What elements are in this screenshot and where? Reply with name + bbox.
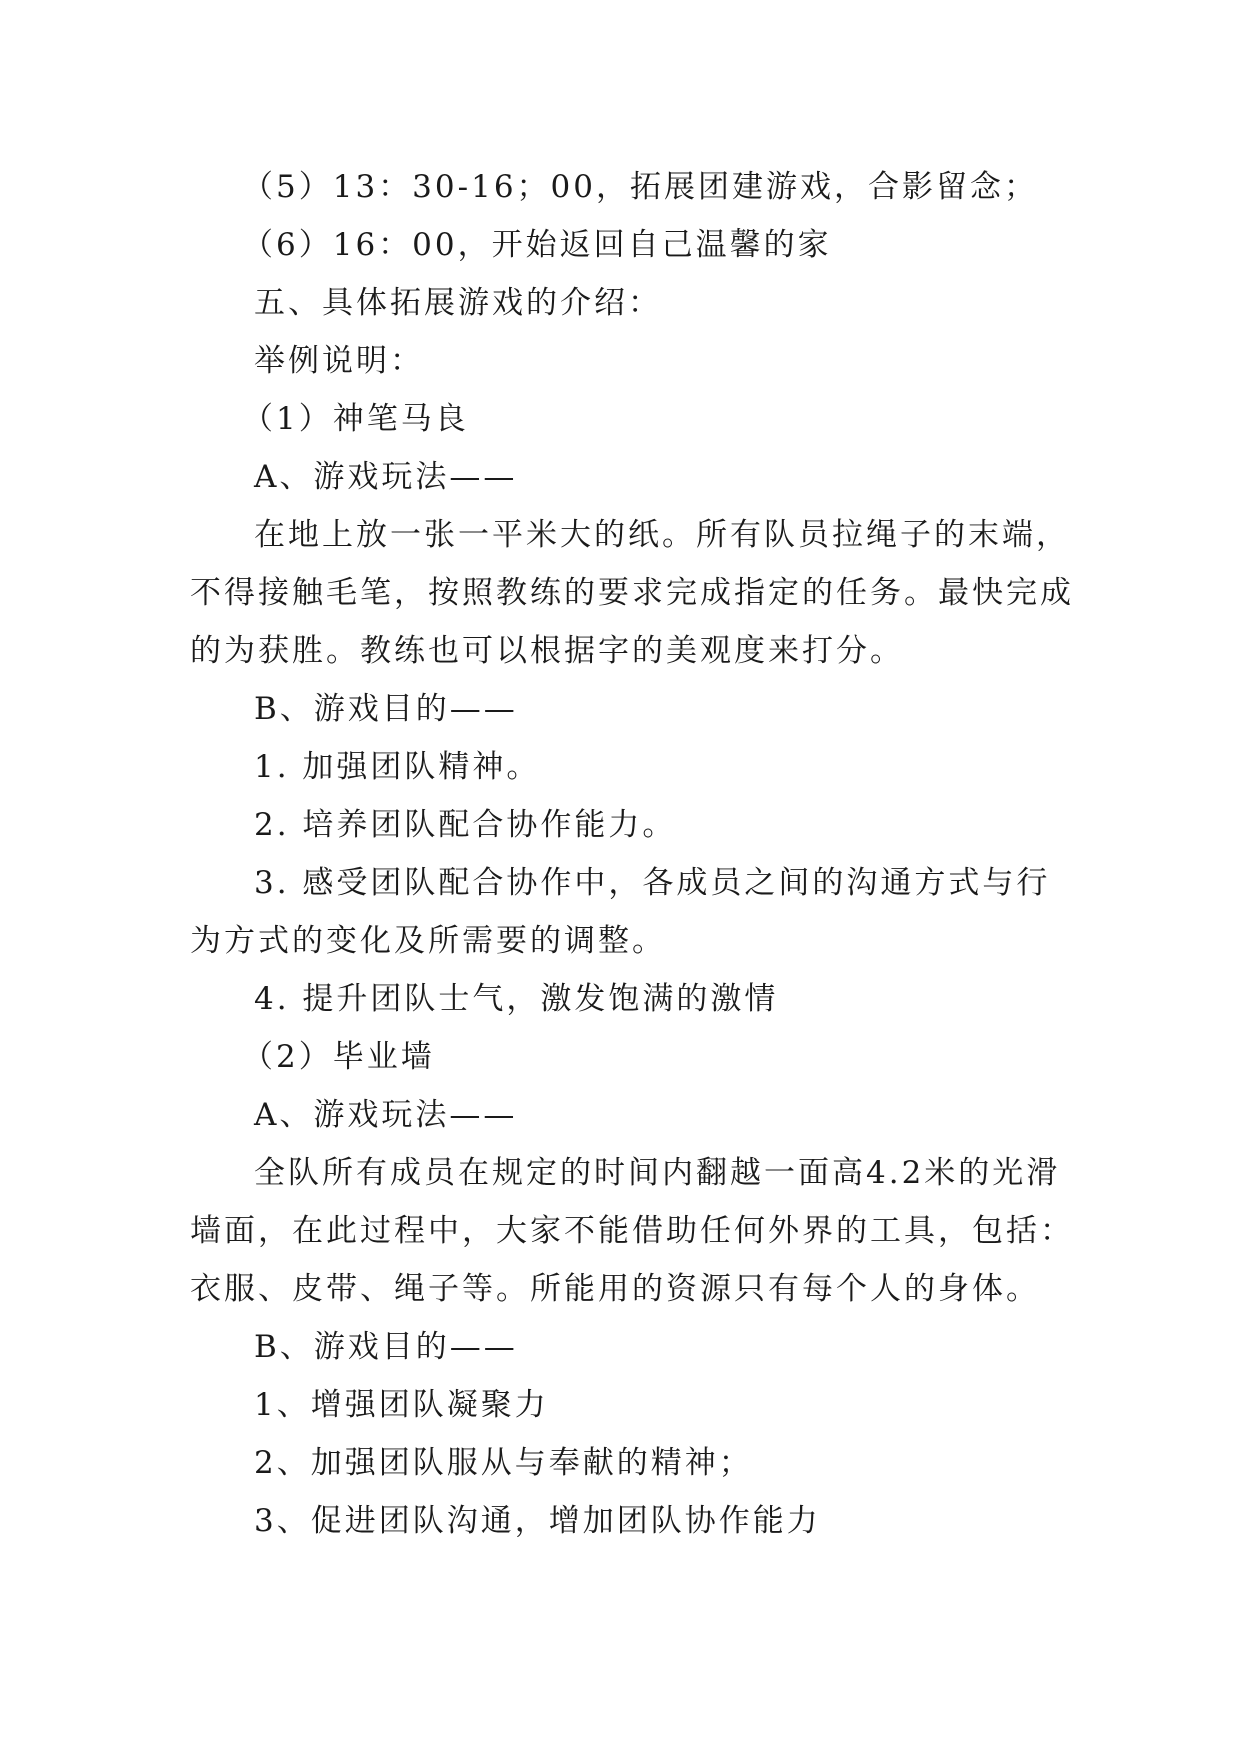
game2-goal-heading: B、游戏目的—— (254, 1329, 518, 1365)
paragraph-line: 3. 感受团队配合协作中，各成员之间的沟通方式与行 (254, 865, 1051, 901)
game1-play-paragraph (190, 506, 1074, 680)
paragraph-line: 在地上放一张一平米大的纸。所有队员拉绳子的末端， (254, 517, 1070, 553)
paragraph-line: 衣服、皮带、绳子等。所能用的资源只有每个人的身体。 (190, 1271, 1040, 1307)
game2-goal-1: 1、增强团队凝聚力 (254, 1387, 549, 1423)
paragraph-line: 为方式的变化及所需要的调整。 (190, 923, 666, 959)
document-body (190, 158, 1074, 1550)
game1-goal-heading: B、游戏目的—— (254, 691, 518, 727)
game2-play-paragraph (190, 1144, 1074, 1318)
schedule-item-5: （5）13：30-16；00，拓展团建游戏，合影留念； (242, 169, 1038, 205)
game2-goal-3: 3、促进团队沟通，增加团队协作能力 (254, 1503, 821, 1539)
game1-goal-3 (190, 854, 1070, 970)
game2-goal-2: 2、加强团队服从与奉献的精神； (254, 1445, 753, 1481)
paragraph-line: 墙面，在此过程中，大家不能借助任何外界的工具，包括： (190, 1213, 1074, 1249)
game1-title: （1）神笔马良 (242, 401, 469, 437)
game1-goal-4: 4. 提升团队士气，激发饱满的激情 (254, 981, 779, 1017)
section-heading-games: 五、具体拓展游戏的介绍： (254, 285, 662, 321)
game1-goal-2: 2. 培养团队配合协作能力。 (254, 807, 677, 843)
paragraph-line: 不得接触毛笔，按照教练的要求完成指定的任务。最快完成 (190, 575, 1074, 611)
game1-play-heading: A、游戏玩法—— (254, 459, 518, 495)
paragraph-line: 全队所有成员在规定的时间内翻越一面高4.2米的光滑 (254, 1155, 1061, 1191)
example-label: 举例说明： (254, 343, 424, 379)
game2-title: （2）毕业墙 (242, 1039, 435, 1075)
game1-goal-1: 1. 加强团队精神。 (254, 749, 541, 785)
paragraph-line: 的为获胜。教练也可以根据字的美观度来打分。 (190, 633, 904, 669)
game2-play-heading: A、游戏玩法—— (254, 1097, 518, 1133)
schedule-item-6: （6）16：00，开始返回自己温馨的家 (242, 227, 832, 263)
